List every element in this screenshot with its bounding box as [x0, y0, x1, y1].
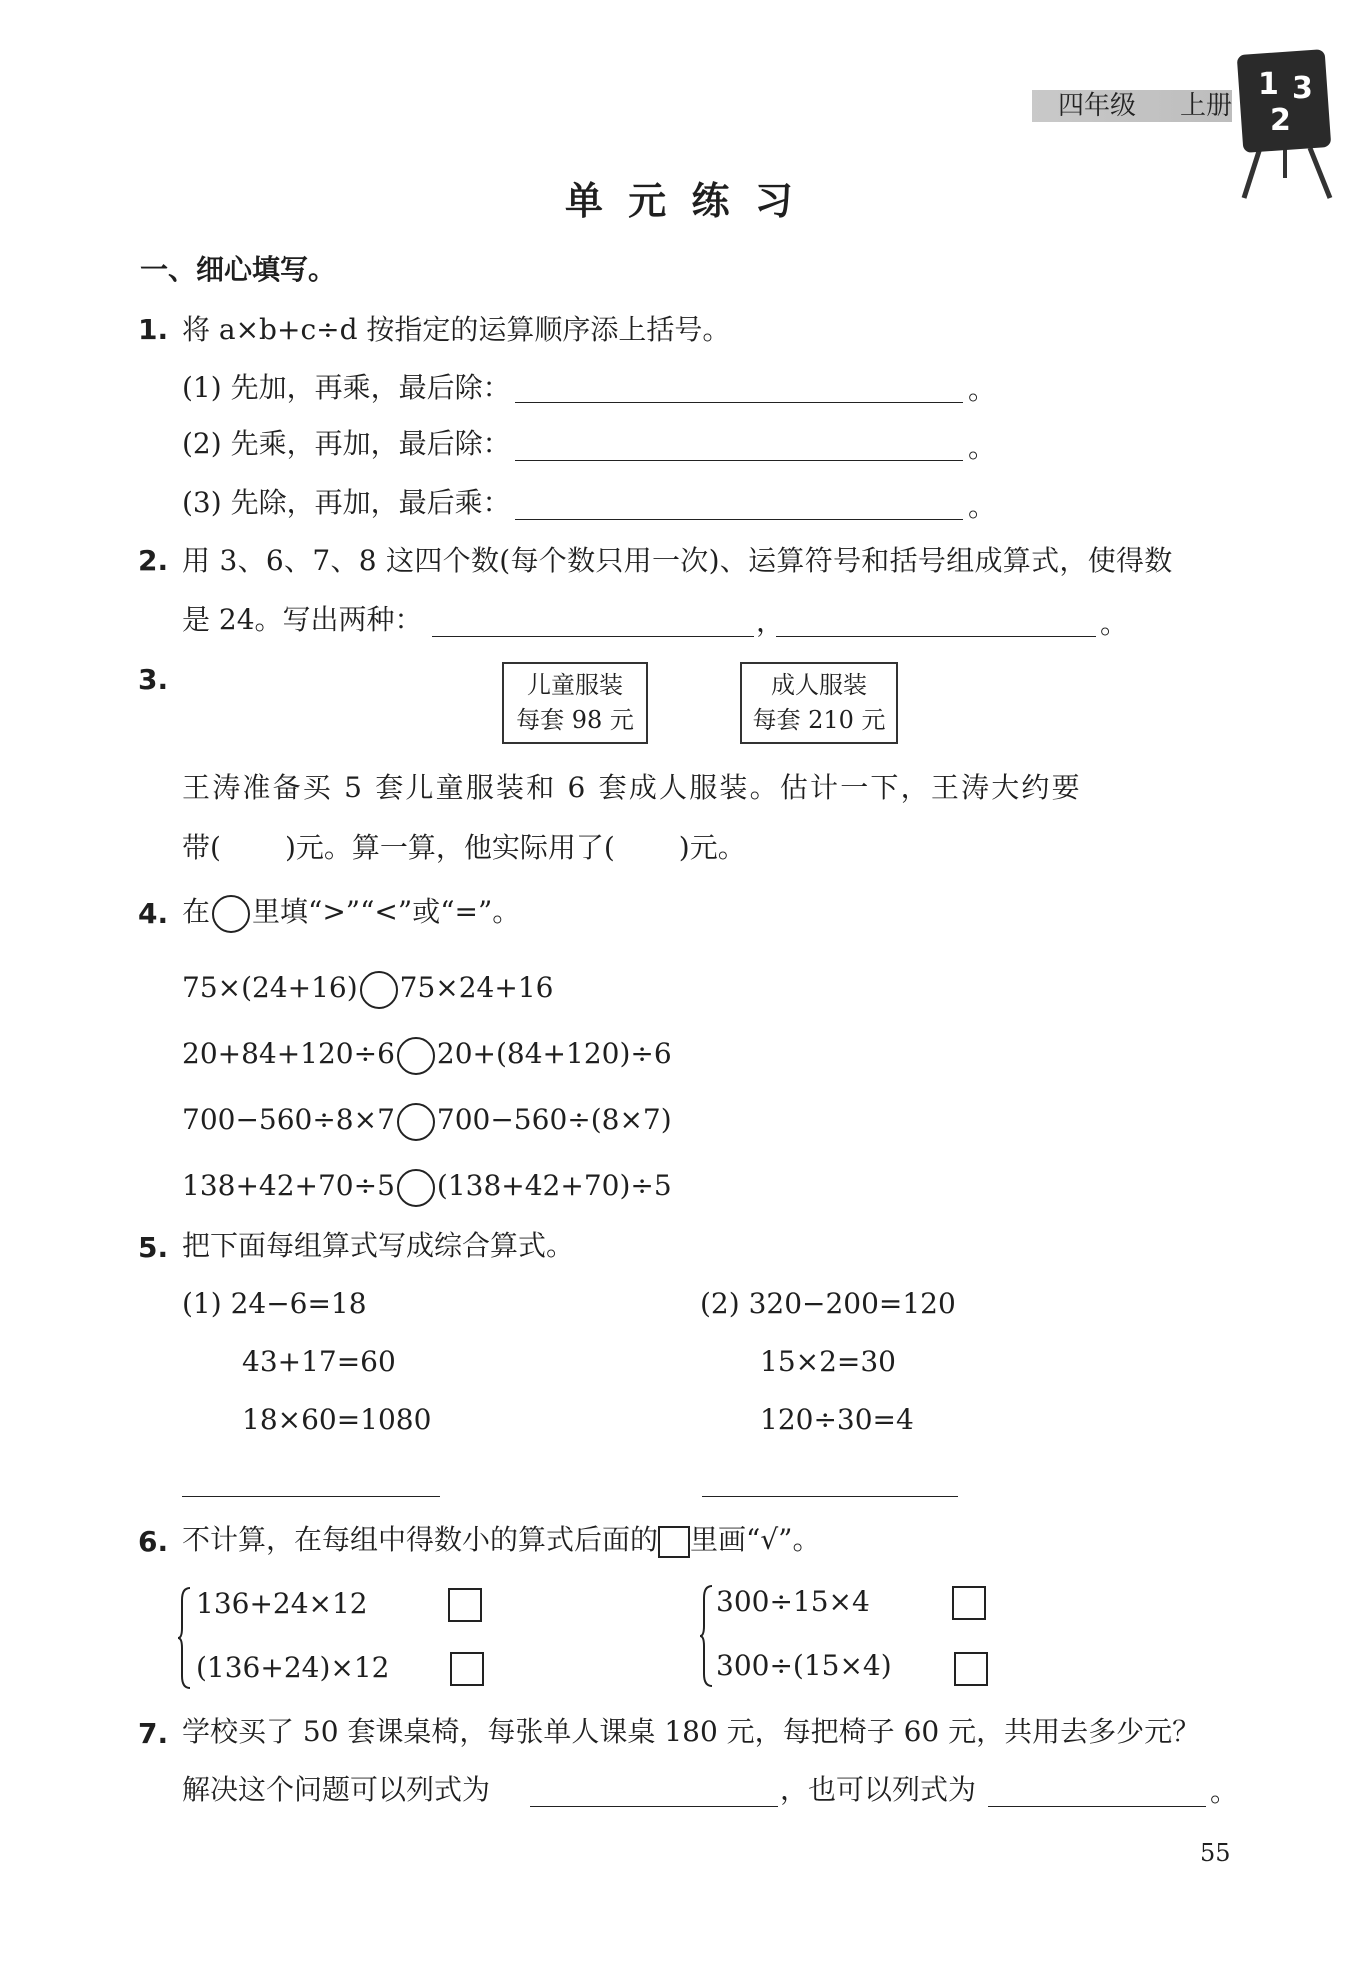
q2-comma: ，	[756, 605, 785, 638]
sign2-line2: 每套 210 元	[752, 706, 886, 734]
chalkboard-logo-icon	[1230, 48, 1340, 208]
q1-answer-line-2[interactable]	[515, 460, 963, 461]
q4-compare-circle-4[interactable]	[397, 1169, 435, 1207]
q6-check-box-1[interactable]	[448, 1588, 482, 1622]
q4-compare-circle-3[interactable]	[397, 1103, 435, 1141]
q5-answer-line-1[interactable]	[182, 1496, 440, 1497]
q2-answer-line-1[interactable]	[432, 636, 754, 637]
q1-end-1: 。	[968, 373, 997, 406]
sign2-line1: 成人服装	[771, 671, 867, 699]
q7-answer-line-2[interactable]	[988, 1806, 1206, 1807]
q1-item-1: (1) 先加，再乘，最后除：	[182, 371, 511, 404]
q3-line2-c: )元。	[678, 831, 746, 864]
q5-g1-line2: 43+17=60	[242, 1345, 396, 1378]
header-volume: 上册	[1180, 91, 1233, 121]
q6-number: 6.	[138, 1525, 169, 1558]
q4-stem-a: 在	[182, 895, 211, 928]
logo-digit-2: 3	[1292, 71, 1313, 106]
q5-stem: 把下面每组算式写成综合算式。	[182, 1229, 575, 1262]
q4-number: 4.	[138, 897, 169, 930]
q3-line-2	[182, 830, 746, 866]
q6-g1-expr2: (136+24)×12	[196, 1651, 390, 1684]
q6-g1-expr1: 136+24×12	[196, 1587, 368, 1620]
q1-answer-line-3[interactable]	[515, 519, 963, 520]
q1-end-2: 。	[968, 431, 997, 464]
q7-end: 。	[1210, 1775, 1239, 1808]
q4-right-4: (138+42+70)÷5	[436, 1169, 672, 1202]
q4-row-2	[182, 1036, 672, 1075]
q1-number: 1.	[138, 313, 169, 346]
q4-stem-b: 里填“>”“<”或“=”。	[252, 895, 521, 928]
q6-brace-1	[178, 1586, 192, 1690]
q4-stem	[182, 894, 520, 933]
q4-left-4: 138+42+70÷5	[182, 1169, 395, 1202]
page-number: 55	[1200, 1839, 1231, 1867]
q5-g2-line1: (2) 320−200=120	[700, 1287, 956, 1320]
q2-line-2: 是 24。写出两种：	[182, 603, 423, 636]
q4-row-1	[182, 970, 553, 1009]
q1-end-3: 。	[968, 490, 997, 523]
q1-stem: 将 a×b+c÷d 按指定的运算顺序添上括号。	[182, 313, 731, 346]
q7-number: 7.	[138, 1717, 169, 1750]
q4-left-1: 75×(24+16)	[182, 971, 358, 1004]
q5-g2-line3: 120÷30=4	[760, 1403, 914, 1436]
q1-item-2: (2) 先乘，再加，最后除：	[182, 427, 511, 460]
q6-stem-b: 里画“√”。	[690, 1523, 821, 1556]
q6-check-box-3[interactable]	[952, 1586, 986, 1620]
q7-line-1: 学校买了 50 套课桌椅，每张单人课桌 180 元，每把椅子 60 元，共用去多少元？	[182, 1715, 1201, 1748]
q6-stem	[182, 1522, 821, 1558]
q3-line2-b: )元。算一算，他实际用了(	[284, 831, 615, 864]
q7-answer-line-1[interactable]	[530, 1806, 778, 1807]
q4-compare-circle-1[interactable]	[360, 971, 398, 1009]
q6-check-box-2[interactable]	[450, 1652, 484, 1686]
q7-line-2b: ，也可以列式为	[780, 1773, 977, 1806]
q4-right-2: 20+(84+120)÷6	[436, 1037, 672, 1070]
q6-brace-2	[700, 1584, 714, 1688]
q6-stem-a: 不计算，在每组中得数小的算式后面的	[182, 1523, 659, 1556]
q1-item-3: (3) 先除，再加，最后乘：	[182, 486, 511, 519]
q2-answer-line-2[interactable]	[776, 636, 1096, 637]
q5-g1-line1: (1) 24−6=18	[182, 1287, 367, 1320]
q2-number: 2.	[138, 544, 169, 577]
q4-right-3: 700−560÷(8×7)	[436, 1103, 672, 1136]
q4-row-3	[182, 1102, 672, 1141]
q4-compare-circle-2[interactable]	[397, 1037, 435, 1075]
q2-end: 。	[1100, 607, 1129, 640]
q4-right-1: 75×24+16	[399, 971, 554, 1004]
q5-g2-line2: 15×2=30	[760, 1345, 896, 1378]
sign1-line1: 儿童服装	[527, 671, 623, 699]
q1-answer-line-1[interactable]	[515, 402, 963, 403]
circle-icon	[212, 895, 250, 933]
q4-row-4	[182, 1168, 672, 1207]
q2-line-1: 用 3、6、7、8 这四个数(每个数只用一次)、运算符号和括号组成算式，使得数	[182, 544, 1173, 577]
q4-left-2: 20+84+120÷6	[182, 1037, 395, 1070]
q5-number: 5.	[138, 1231, 169, 1264]
q6-check-box-4[interactable]	[954, 1652, 988, 1686]
price-sign-children	[502, 662, 648, 744]
section-heading: 一、细心填写。	[140, 253, 337, 286]
q4-left-3: 700−560÷8×7	[182, 1103, 395, 1136]
q6-g2-expr1: 300÷15×4	[716, 1585, 870, 1618]
q3-line2-a: 带(	[182, 831, 221, 864]
q3-line-1: 王涛准备买 5 套儿童服装和 6 套成人服装。估计一下，王涛大约要	[182, 771, 1082, 804]
page-title: 单 元 练 习	[565, 179, 799, 223]
checkbox-icon	[658, 1526, 690, 1558]
header-grade: 四年级	[1058, 91, 1137, 121]
sign1-line2: 每套 98 元	[516, 706, 634, 734]
q6-g2-expr2: 300÷(15×4)	[716, 1649, 892, 1682]
q5-answer-line-2[interactable]	[702, 1496, 958, 1497]
price-sign-adult	[740, 662, 898, 744]
logo-digit-1: 1	[1258, 67, 1279, 102]
logo-digit-3: 2	[1270, 103, 1291, 138]
q5-g1-line3: 18×60=1080	[242, 1403, 432, 1436]
q3-number: 3.	[138, 663, 169, 696]
q7-line-2a: 解决这个问题可以列式为	[182, 1773, 491, 1806]
